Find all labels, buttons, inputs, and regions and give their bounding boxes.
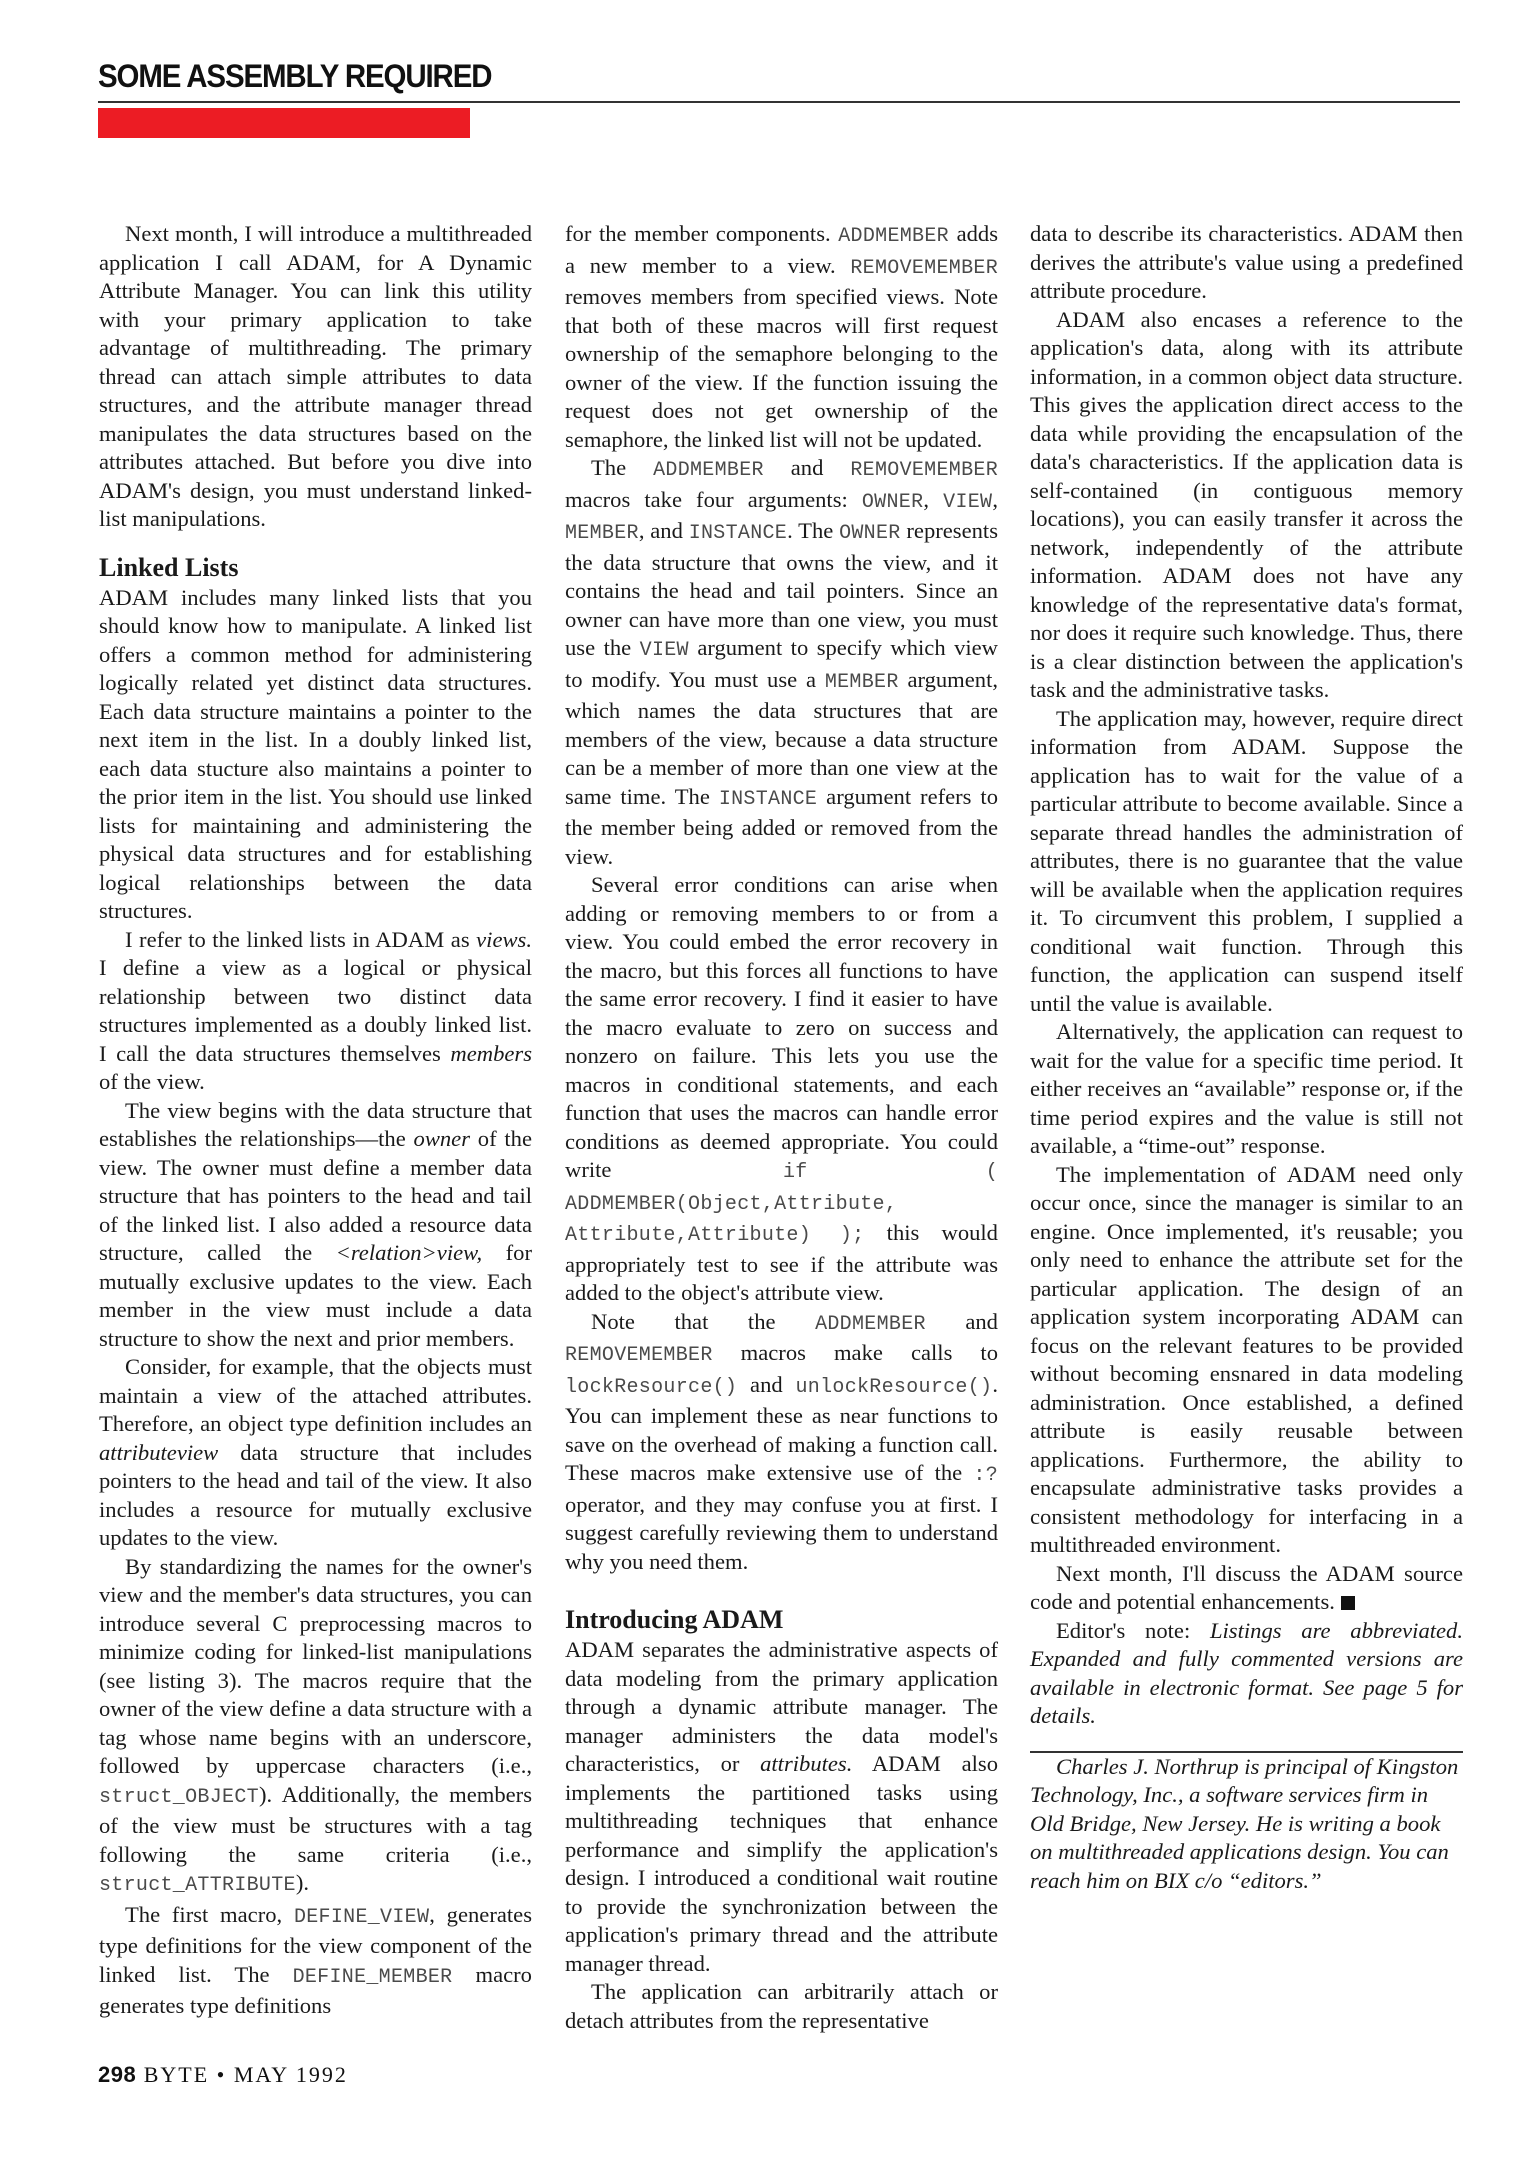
paragraph: The application may, however, require direct information from ADAM. Suppose the application has to wait for the value of a particular attribute to become available. Since a separate thread handles the administration of attributes, there is no guarantee that the value will be available when the application requires it. To circumvent this problem, I supplied a conditional wait function. Through this function, the application can suspend itself until the value is available. bbox=[1030, 705, 1463, 1016]
section-accent-bar bbox=[98, 108, 470, 138]
paragraph: The implementation of ADAM need only occur once, since the manager is similar to an engine. Once implemented, it's reusable; you only need to enhance the attribute set for the particular application. The design of an application system incorporating ADAM can focus on the relevant features to be provided without becoming ensnared in data modeling administration. Once established, a defined attribute is easily reusable between applications. Furthermore, the ability to encapsulate administrative tasks provides a consistent methodology for interfacing in a multithreaded environment. bbox=[1030, 1161, 1463, 1557]
heading-introducing-adam: Introducing ADAM bbox=[565, 1605, 784, 1634]
paragraph: Alternatively, the application can request to wait for the value for a specific time period. It either receives an “available” response or, if the time period expires and the value is still not available, a “time-out” response. bbox=[1030, 1019, 1463, 1158]
heading-linked-lists: Linked Lists bbox=[99, 552, 239, 582]
page-number: 298 bbox=[98, 2062, 137, 2087]
paragraph: The first macro, DEFINE_VIEW, generates type definitions for the view component of the linked list. The DEFINE_MEMBER macro generates type definitions bbox=[99, 1901, 532, 2018]
issue-date: MAY 1992 bbox=[233, 2062, 348, 2087]
article-column-2 bbox=[565, 220, 998, 2035]
header-rule bbox=[98, 101, 1460, 103]
paragraph: By standardizing the names for the owner's view and the member's data structures, you can introduce several C preprocessing macros to minimize coding for linked-list manipulations (see listing 3). The macros require that the owner of the view define a data structure with a tag whose name begins with an underscore, followed by uppercase characters (i.e., struct_OBJECT). Additionally, the members of the view must be structures with a tag following the same criteria (i.e., struct_ATTRIBUTE). bbox=[99, 1553, 532, 1897]
end-of-article-icon bbox=[1341, 1596, 1355, 1610]
paragraph: Next month, I will introduce a multithreaded application I call ADAM, for A Dynamic Attribute Manager. You can link this utility with your primary application to take advantage of multithreading. The primary thread can attach simple attributes to data structures, and the attribute manager thread manipulates the data structures based on the attributes attached. But before you dive into ADAM's design, you must understand linked-list manipulations. bbox=[99, 221, 532, 531]
section-title: SOME ASSEMBLY REQUIRED bbox=[98, 58, 492, 94]
paragraph: The ADDMEMBER and REMOVEMEMBER macros take four arguments: OWNER, VIEW, MEMBER, and INSTANCE. The OWNER represents the data structure that owns the view, and it contains the head and tail pointers. Since an owner can have more than one view, you must use the VIEW argument to specify which view to modify. You must use a MEMBER argument, which names the data structures that are members of the view, because a data structure can be a member of more than one view at the same time. The INSTANCE argument refers to the member being added or removed from the view. bbox=[565, 455, 999, 869]
paragraph: ADAM also encases a reference to the application's data, along with its attribute information, in a common object data structure. This gives the application direct access to the data while providing the encapsulation of the data's characteristics. If the application data is self-contained (in contiguous memory locations), you can easily transfer it across the network, independently of the attribute information. ADAM does not have any knowledge of the representative data's format, nor does it require such knowledge. Thus, there is a clear distinction between the application's task and the administrative tasks. bbox=[1030, 306, 1463, 702]
paragraph: Next month, I'll discuss the ADAM source code and potential enhancements. bbox=[1030, 1560, 1463, 1614]
editors-note: Editor's note: Listings are abbreviated. Expanded and fully commented versions are available in electronic format. See page 5 for details. bbox=[1030, 1617, 1463, 1728]
author-bio: Charles J. Northrup is principal of Kingston Technology, Inc., a software services firm in Old Bridge, New Jersey. He is writing a book on multithreaded applications design. You can reach him on BIX c/o “editors.” bbox=[1030, 1753, 1459, 1893]
paragraph: The application can arbitrarily attach or detach attributes from the representative bbox=[565, 1979, 998, 2033]
page-footer bbox=[98, 2062, 348, 2088]
paragraph: ADAM includes many linked lists that you should know how to manipulate. A linked list offers a common method for administering logically related yet distinct data structures. Each data structure maintains a pointer to the next item in the list. In a doubly linked list, each data stucture also maintains a pointer to the prior item in the list. You should use linked lists for maintaining and administering the physical data structures and for establishing logical relationships between the data structures. bbox=[99, 584, 532, 923]
article-column-1 bbox=[99, 220, 532, 2021]
paragraph: Several error conditions can arise when adding or removing members to or from a view. You could embed the error recovery in the macro, but this forces all functions to have the same error recovery. I find it easier to have the macro evaluate to zero on success and nonzero on failure. This lets you use the macros in conditional statements, and each function that uses the macros can handle error conditions as deemed appropriate. You could write if ( ADDMEMBER(Object,Attribute, Attribute,Attribute) ); this would appropriately test to see if the attribute was added to the object's attribute view. bbox=[565, 872, 998, 1305]
paragraph: Note that the ADDMEMBER and REMOVEMEMBER macros make calls to lockResource() and unlockResource(). You can implement these as near functions to save on the overhead of making a function call. These macros make extensive use of the :? operator, and they may confuse you at first. I suggest carefully reviewing them to understand why you need them. bbox=[565, 1308, 998, 1574]
article-column-3 bbox=[1030, 220, 1463, 1895]
footer-separator: • bbox=[216, 2062, 227, 2087]
paragraph: Consider, for example, that the objects must maintain a view of the attached attributes. Therefore, an object type definition includes an attributeview data structure that includes pointers to the head and tail of the view. It also includes a resource for mutually exclusive updates to the view. bbox=[99, 1354, 532, 1550]
magazine-name: BYTE bbox=[143, 2062, 210, 2087]
paragraph: data to describe its characteristics. ADAM then derives the attribute's value using a predefined attribute procedure. bbox=[1030, 221, 1463, 303]
paragraph: for the member components. ADDMEMBER adds a new member to a view. REMOVEMEMBER removes members from specified views. Note that both of these macros will first request ownership of the semaphore belonging to the owner of the view. If the function issuing the request does not get ownership of the semaphore, the linked list will not be updated. bbox=[565, 221, 998, 452]
paragraph: The view begins with the data structure that establishes the relationships—the owner of the view. The owner must define a member data structure that has pointers to the head and tail of the linked list. I also added a resource data structure, called the <relation>view, for mutually exclusive updates to the view. Each member in the view must include a data structure to show the next and prior members. bbox=[99, 1097, 532, 1351]
paragraph: ADAM separates the administrative aspects of data modeling from the primary application through a dynamic attribute manager. The manager administers the data model's characteristics, or attributes. ADAM also implements the partitioned tasks using multithreading techniques that enhance performance and simplify the application's design. I introduced a conditional wait routine to provide the synchronization between the application's primary thread and the attribute manager thread. bbox=[565, 1637, 998, 1976]
paragraph: I refer to the linked lists in ADAM as views. I define a view as a logical or physical relationship between two distinct data structures implemented as a doubly linked list. I call the data structures themselves members of the view. bbox=[99, 926, 532, 1094]
